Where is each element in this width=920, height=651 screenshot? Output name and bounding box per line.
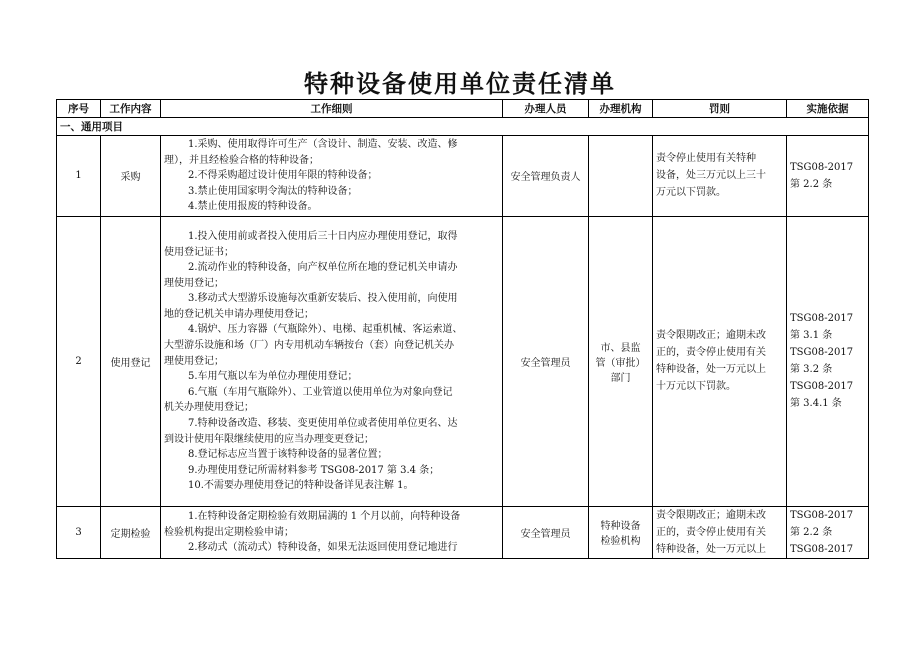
table-row xyxy=(57,216,869,506)
basis-line: 第 3.4.1 条 xyxy=(790,398,842,410)
page-title: 特种设备使用单位责任清单 xyxy=(304,70,616,98)
table-row xyxy=(57,136,869,217)
row-basis xyxy=(787,216,869,506)
row-penalty xyxy=(653,136,787,217)
basis-line: TSG08-2017 xyxy=(790,161,854,173)
detail-line: 到设计使用年限继续使用的应当办理变更登记； xyxy=(164,433,374,445)
header-penalty: 罚则 xyxy=(653,100,787,118)
detail-line: 检验机构提出定期检验申请； xyxy=(164,526,294,538)
detail-line: 5.车用气瓶以车为单位办理使用登记； xyxy=(188,371,358,383)
section-row xyxy=(57,118,869,136)
basis-line: TSG08-2017 xyxy=(790,381,854,393)
row-person: 安全管理员 xyxy=(503,506,589,558)
penalty-line: 设备，处三万元以上三十 xyxy=(656,170,766,182)
header-org: 办理机构 xyxy=(589,100,653,118)
org-line: 管（审批） xyxy=(595,357,646,369)
detail-line: 7.特种设备改造、移装、变更使用单位或者使用单位更名、达 xyxy=(188,418,458,430)
penalty-line: 特种设备，处一万元以上 xyxy=(656,543,766,555)
row-person: 安全管理员 xyxy=(503,216,589,506)
penalty-line: 特种设备，处一万元以上 xyxy=(656,364,766,376)
detail-line: 使用登记证书； xyxy=(164,246,234,258)
detail-line: 9.办理使用登记所需材料参考 TSG08-2017 第 3.4 条； xyxy=(188,464,440,476)
detail-line: 3.禁止使用国家明令淘汰的特种设备； xyxy=(188,185,358,197)
row-org xyxy=(589,136,653,217)
basis-line: 第 3.1 条 xyxy=(790,330,833,342)
detail-line: 1.在特种设备定期检验有效期届满的 1 个月以前，向特种设备 xyxy=(188,511,461,523)
row-content: 使用登记 xyxy=(101,216,161,506)
basis-line: 第 2.2 条 xyxy=(790,526,833,538)
penalty-line: 正的，责令停止使用有关 xyxy=(656,526,766,538)
detail-line: 4.禁止使用报废的特种设备。 xyxy=(188,201,318,213)
basis-line: TSG08-2017 xyxy=(790,347,854,359)
detail-line: 8.登记标志应当置于该特种设备的显著位置； xyxy=(188,449,388,461)
responsibility-table xyxy=(56,99,869,559)
detail-line: 10.不需要办理使用登记的特种设备详见表注解 1。 xyxy=(188,480,414,492)
detail-line: 理使用登记； xyxy=(164,277,224,289)
detail-line: 1.采购、使用取得许可生产（含设计、制造、安装、改造、修 xyxy=(188,139,458,150)
header-person: 办理人员 xyxy=(503,100,589,118)
detail-line: 理），并且经检验合格的特种设备； xyxy=(164,154,319,166)
detail-line: 2.移动式（流动式）特种设备，如果无法返回使用登记地进行 xyxy=(188,542,458,554)
detail-line: 地的登记机关申请办理使用登记； xyxy=(164,308,314,320)
row-basis xyxy=(787,506,869,558)
header-details: 工作细则 xyxy=(161,100,503,118)
org-line: 部门 xyxy=(610,372,631,384)
org-line: 市、县监 xyxy=(600,342,641,354)
row-org xyxy=(589,506,653,558)
header-basis: 实施依据 xyxy=(787,100,869,118)
basis-line: TSG08-2017 xyxy=(790,509,854,521)
penalty-line: 十万元以下罚款。 xyxy=(656,381,736,393)
header-no: 序号 xyxy=(57,100,101,118)
detail-line: 大型游乐设施和场（厂）内专用机动车辆按台（套）向登记机关办 xyxy=(164,340,454,352)
basis-line: 第 2.2 条 xyxy=(790,178,833,190)
detail-line: 1.投入使用前或者投入使用后三十日内应办理使用登记，取得 xyxy=(188,230,458,242)
detail-line: 理使用登记； xyxy=(164,355,224,367)
header-content: 工作内容 xyxy=(101,100,161,118)
row-org xyxy=(589,216,653,506)
table-header-row xyxy=(57,100,869,118)
basis-line: TSG08-2017 xyxy=(790,313,854,325)
row-content: 定期检验 xyxy=(101,506,161,558)
penalty-line: 责令停止使用有关特种 xyxy=(656,153,756,165)
basis-line: 第 3.2 条 xyxy=(790,364,833,376)
row-details xyxy=(161,136,503,217)
row-person: 安全管理负责人 xyxy=(503,136,589,217)
detail-line: 机关办理使用登记； xyxy=(164,402,254,414)
penalty-line: 责令限期改正；逾期未改 xyxy=(656,509,766,521)
row-number: 3 xyxy=(57,506,101,558)
detail-line: 3.移动式大型游乐设施每次重新安装后、投入使用前，向使用 xyxy=(188,293,458,305)
row-details xyxy=(161,216,503,506)
table-row xyxy=(57,506,869,558)
section-title: 一、通用项目 xyxy=(57,118,869,136)
basis-line: TSG08-2017 xyxy=(790,543,854,555)
row-basis xyxy=(787,136,869,217)
row-number: 1 xyxy=(57,136,101,217)
detail-line: 2.不得采购超过设计使用年限的特种设备； xyxy=(188,170,378,182)
row-details xyxy=(161,506,503,558)
org-line: 检验机构 xyxy=(600,536,641,548)
detail-line: 6.气瓶（车用气瓶除外）、工业管道以使用单位为对象向登记 xyxy=(188,386,453,398)
row-penalty xyxy=(653,506,787,558)
penalty-line: 责令限期改正；逾期未改 xyxy=(656,330,766,342)
penalty-line: 正的，责令停止使用有关 xyxy=(656,347,766,359)
detail-line: 4.锅炉、压力容器（气瓶除外）、电梯、起重机械、客运索道、 xyxy=(188,324,463,336)
row-content: 采购 xyxy=(101,136,161,217)
org-line: 特种设备 xyxy=(600,521,641,533)
detail-line: 2.流动作业的特种设备，向产权单位所在地的登记机关申请办 xyxy=(188,262,458,274)
row-number: 2 xyxy=(57,216,101,506)
penalty-line: 万元以下罚款。 xyxy=(656,187,726,199)
row-penalty xyxy=(653,216,787,506)
